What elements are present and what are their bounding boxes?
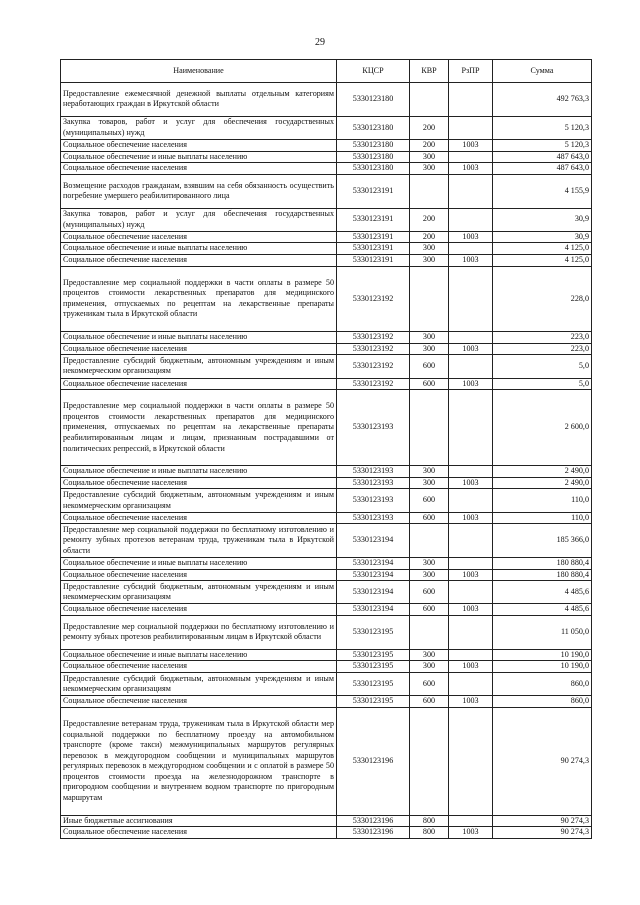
row-kcsr-cell: 5330123195 <box>337 696 410 708</box>
table-row <box>61 355 592 378</box>
row-sum-cell: 5,0 <box>493 378 592 390</box>
table-row <box>61 243 592 255</box>
row-name-cell: Предоставление мер социальной поддержки по бесплатному изготовлению и ремонту зубных протезов реабилитированным лицам в Иркутской области <box>61 616 337 650</box>
row-name-cell: Предоставление субсидий бюджетным, автономным учреждениям и иным некоммерческим организациям <box>61 673 337 696</box>
row-kvr-cell: 300 <box>410 151 449 163</box>
row-sum-cell: 223,0 <box>493 343 592 355</box>
table-row <box>61 174 592 208</box>
table-row <box>61 707 592 815</box>
row-rzpr-cell: 1003 <box>449 827 493 839</box>
row-kvr-cell: 800 <box>410 815 449 827</box>
row-name-cell: Социальное обеспечение населения <box>61 139 337 151</box>
row-sum-cell: 4 155,9 <box>493 174 592 208</box>
table-row <box>61 378 592 390</box>
row-sum-cell: 5 120,3 <box>493 116 592 139</box>
row-kcsr-cell: 5330123193 <box>337 390 410 466</box>
row-rzpr-cell: 1003 <box>449 477 493 489</box>
row-kcsr-cell: 5330123193 <box>337 466 410 478</box>
row-sum-cell: 860,0 <box>493 673 592 696</box>
row-name-cell: Социальное обеспечение и иные выплаты населению <box>61 243 337 255</box>
table-row <box>61 208 592 231</box>
table-body <box>61 83 592 839</box>
row-name-cell: Социальное обеспечение и иные выплаты населению <box>61 558 337 570</box>
row-rzpr-cell <box>449 649 493 661</box>
row-sum-cell: 223,0 <box>493 332 592 344</box>
row-name-cell: Социальное обеспечение населения <box>61 512 337 524</box>
row-rzpr-cell: 1003 <box>449 163 493 175</box>
table-row <box>61 343 592 355</box>
row-rzpr-cell <box>449 489 493 512</box>
header-rzpr: РзПР <box>449 60 493 83</box>
row-kcsr-cell: 5330123191 <box>337 254 410 266</box>
row-name-cell: Социальное обеспечение населения <box>61 343 337 355</box>
row-name-cell: Социальное обеспечение населения <box>61 827 337 839</box>
table-row <box>61 524 592 558</box>
row-name-cell: Возмещение расходов гражданам, взявшим на себя обязанность осуществить погребение умершего реабилитированного лица <box>61 174 337 208</box>
row-name-cell: Социальное обеспечение населения <box>61 477 337 489</box>
row-kvr-cell: 200 <box>410 139 449 151</box>
row-name-cell: Социальное обеспечение и иные выплаты населению <box>61 332 337 344</box>
row-kvr-cell: 200 <box>410 208 449 231</box>
row-name-cell: Иные бюджетные ассигнования <box>61 815 337 827</box>
table-row <box>61 512 592 524</box>
row-name-cell: Социальное обеспечение и иные выплаты населению <box>61 649 337 661</box>
header-kcsr: КЦСР <box>337 60 410 83</box>
row-kcsr-cell: 5330123194 <box>337 569 410 581</box>
table-row <box>61 489 592 512</box>
row-kcsr-cell: 5330123194 <box>337 524 410 558</box>
row-name-cell: Социальное обеспечение и иные выплаты населению <box>61 466 337 478</box>
row-kvr-cell <box>410 524 449 558</box>
row-kcsr-cell: 5330123196 <box>337 707 410 815</box>
row-kvr-cell: 300 <box>410 558 449 570</box>
row-rzpr-cell <box>449 558 493 570</box>
budget-table <box>60 59 592 839</box>
row-sum-cell: 492 763,3 <box>493 83 592 117</box>
row-name-cell: Предоставление субсидий бюджетным, автономным учреждениям и иным некоммерческим организациям <box>61 355 337 378</box>
row-name-cell: Социальное обеспечение населения <box>61 231 337 243</box>
row-kvr-cell: 600 <box>410 581 449 604</box>
row-sum-cell: 860,0 <box>493 696 592 708</box>
row-kvr-cell: 300 <box>410 649 449 661</box>
page-number: 29 <box>315 37 325 48</box>
row-kvr-cell: 300 <box>410 661 449 673</box>
table-row <box>61 673 592 696</box>
row-kcsr-cell: 5330123195 <box>337 616 410 650</box>
row-kvr-cell: 600 <box>410 512 449 524</box>
row-kvr-cell: 600 <box>410 673 449 696</box>
row-sum-cell: 30,9 <box>493 231 592 243</box>
row-kcsr-cell: 5330123180 <box>337 83 410 117</box>
row-name-cell: Закупка товаров, работ и услуг для обеспечения государственных (муниципальных) нужд <box>61 208 337 231</box>
row-rzpr-cell: 1003 <box>449 378 493 390</box>
row-kvr-cell: 300 <box>410 163 449 175</box>
row-name-cell: Социальное обеспечение населения <box>61 604 337 616</box>
row-kcsr-cell: 5330123180 <box>337 139 410 151</box>
row-rzpr-cell <box>449 673 493 696</box>
row-name-cell: Социальное обеспечение населения <box>61 569 337 581</box>
row-sum-cell: 2 600,0 <box>493 390 592 466</box>
row-rzpr-cell: 1003 <box>449 696 493 708</box>
row-rzpr-cell <box>449 266 493 332</box>
row-rzpr-cell: 1003 <box>449 139 493 151</box>
row-kcsr-cell: 5330123191 <box>337 174 410 208</box>
table-row <box>61 661 592 673</box>
row-kcsr-cell: 5330123195 <box>337 673 410 696</box>
row-kvr-cell: 300 <box>410 254 449 266</box>
row-kcsr-cell: 5330123191 <box>337 231 410 243</box>
table-row <box>61 390 592 466</box>
row-sum-cell: 4 125,0 <box>493 243 592 255</box>
row-rzpr-cell <box>449 174 493 208</box>
row-kvr-cell: 600 <box>410 696 449 708</box>
table-row <box>61 83 592 117</box>
table-row <box>61 332 592 344</box>
row-rzpr-cell: 1003 <box>449 231 493 243</box>
row-rzpr-cell: 1003 <box>449 661 493 673</box>
row-kvr-cell: 300 <box>410 477 449 489</box>
row-sum-cell: 10 190,0 <box>493 649 592 661</box>
row-kvr-cell <box>410 616 449 650</box>
row-kvr-cell <box>410 707 449 815</box>
row-rzpr-cell <box>449 243 493 255</box>
row-sum-cell: 90 274,3 <box>493 827 592 839</box>
row-sum-cell: 4 125,0 <box>493 254 592 266</box>
row-kcsr-cell: 5330123196 <box>337 815 410 827</box>
row-kvr-cell: 600 <box>410 355 449 378</box>
row-name-cell: Социальное обеспечение и иные выплаты населению <box>61 151 337 163</box>
row-kvr-cell: 300 <box>410 332 449 344</box>
row-rzpr-cell: 1003 <box>449 604 493 616</box>
row-rzpr-cell <box>449 581 493 604</box>
row-kcsr-cell: 5330123195 <box>337 661 410 673</box>
row-rzpr-cell <box>449 208 493 231</box>
table-row <box>61 827 592 839</box>
row-name-cell: Социальное обеспечение населения <box>61 163 337 175</box>
row-kcsr-cell: 5330123192 <box>337 343 410 355</box>
row-name-cell: Предоставление мер социальной поддержки в части оплаты в размере 50 процентов стоимости лекарственных препаратов для медицинского применения, отпускаемых по рецептам на лекарственные препараты труженикам тыла в Иркутской области <box>61 266 337 332</box>
row-sum-cell: 487 643,0 <box>493 163 592 175</box>
row-kvr-cell: 300 <box>410 466 449 478</box>
row-rzpr-cell <box>449 83 493 117</box>
row-name-cell: Социальное обеспечение населения <box>61 661 337 673</box>
table-row <box>61 477 592 489</box>
row-rzpr-cell <box>449 355 493 378</box>
row-sum-cell: 90 274,3 <box>493 707 592 815</box>
table-row <box>61 696 592 708</box>
row-name-cell: Предоставление субсидий бюджетным, автономным учреждениям и иным некоммерческим организациям <box>61 489 337 512</box>
row-sum-cell: 4 485,6 <box>493 581 592 604</box>
row-sum-cell: 110,0 <box>493 512 592 524</box>
table-row <box>61 139 592 151</box>
row-kcsr-cell: 5330123196 <box>337 827 410 839</box>
row-kcsr-cell: 5330123194 <box>337 581 410 604</box>
row-name-cell: Предоставление ветеранам труда, труженикам тыла в Иркутской области мер социальной поддержки по бесплатному проезду на автомобильном транспорте (кроме такси) межмуниципальных маршрутов регулярных перевозок в междугородном сообщении и муниципальных маршрутов регулярных перевозок в междугородном сообщении и с оплатой в размере 50 процентов стоимости проезда на железнодорожном транспорте в пригородном сообщении и внутреннем водном транспорте по пригородным маршрутам <box>61 707 337 815</box>
table-row <box>61 569 592 581</box>
row-kvr-cell: 300 <box>410 569 449 581</box>
row-name-cell: Социальное обеспечение населения <box>61 254 337 266</box>
row-sum-cell: 90 274,3 <box>493 815 592 827</box>
row-kvr-cell: 600 <box>410 604 449 616</box>
row-sum-cell: 5 120,3 <box>493 139 592 151</box>
row-sum-cell: 180 880,4 <box>493 558 592 570</box>
row-kvr-cell <box>410 266 449 332</box>
header-name: Наименование <box>61 60 337 83</box>
row-sum-cell: 185 366,0 <box>493 524 592 558</box>
row-sum-cell: 110,0 <box>493 489 592 512</box>
row-kcsr-cell: 5330123192 <box>337 378 410 390</box>
row-rzpr-cell: 1003 <box>449 569 493 581</box>
row-sum-cell: 4 485,6 <box>493 604 592 616</box>
row-name-cell: Предоставление субсидий бюджетным, автономным учреждениям и иным некоммерческим организациям <box>61 581 337 604</box>
table-row <box>61 604 592 616</box>
row-kvr-cell <box>410 174 449 208</box>
row-kcsr-cell: 5330123192 <box>337 332 410 344</box>
row-kvr-cell: 300 <box>410 343 449 355</box>
table-row <box>61 581 592 604</box>
row-kcsr-cell: 5330123193 <box>337 477 410 489</box>
row-sum-cell: 180 880,4 <box>493 569 592 581</box>
row-kvr-cell: 600 <box>410 489 449 512</box>
row-kcsr-cell: 5330123194 <box>337 558 410 570</box>
row-kvr-cell <box>410 83 449 117</box>
row-sum-cell: 2 490,0 <box>493 466 592 478</box>
row-name-cell: Предоставление ежемесячной денежной выплаты отдельным категориям неработающих граждан в Иркутской области <box>61 83 337 117</box>
row-kcsr-cell: 5330123193 <box>337 489 410 512</box>
row-sum-cell: 11 050,0 <box>493 616 592 650</box>
table-row <box>61 649 592 661</box>
row-kcsr-cell: 5330123191 <box>337 243 410 255</box>
row-kvr-cell: 300 <box>410 243 449 255</box>
table-row <box>61 616 592 650</box>
row-kvr-cell: 200 <box>410 116 449 139</box>
table-row <box>61 116 592 139</box>
row-kcsr-cell: 5330123192 <box>337 355 410 378</box>
row-rzpr-cell <box>449 332 493 344</box>
row-sum-cell: 5,0 <box>493 355 592 378</box>
row-kcsr-cell: 5330123195 <box>337 649 410 661</box>
table-row <box>61 151 592 163</box>
table-row <box>61 231 592 243</box>
row-rzpr-cell <box>449 815 493 827</box>
row-rzpr-cell: 1003 <box>449 254 493 266</box>
row-kcsr-cell: 5330123191 <box>337 208 410 231</box>
row-sum-cell: 30,9 <box>493 208 592 231</box>
row-name-cell: Предоставление мер социальной поддержки в части оплаты в размере 50 процентов стоимости лекарственных препаратов для медицинского применения, отпускаемых по рецептам на лекарственные препараты реабилитированным лицам и лицам, признанным пострадавшими от политических репрессий, в Иркутской области <box>61 390 337 466</box>
row-name-cell: Предоставление мер социальной поддержки по бесплатному изготовлению и ремонту зубных протезов ветеранам труда, труженикам тыла в Иркутской области <box>61 524 337 558</box>
row-kvr-cell <box>410 390 449 466</box>
table-row <box>61 254 592 266</box>
row-rzpr-cell <box>449 707 493 815</box>
header-sum: Сумма <box>493 60 592 83</box>
table-row <box>61 558 592 570</box>
row-rzpr-cell <box>449 616 493 650</box>
header-kvr: КВР <box>410 60 449 83</box>
row-rzpr-cell <box>449 390 493 466</box>
row-rzpr-cell <box>449 466 493 478</box>
row-name-cell: Закупка товаров, работ и услуг для обеспечения государственных (муниципальных) нужд <box>61 116 337 139</box>
row-sum-cell: 2 490,0 <box>493 477 592 489</box>
row-rzpr-cell: 1003 <box>449 512 493 524</box>
row-kcsr-cell: 5330123192 <box>337 266 410 332</box>
row-sum-cell: 487 643,0 <box>493 151 592 163</box>
row-sum-cell: 10 190,0 <box>493 661 592 673</box>
table-row <box>61 163 592 175</box>
table-header-row <box>61 60 592 83</box>
row-kcsr-cell: 5330123180 <box>337 151 410 163</box>
row-kvr-cell: 600 <box>410 378 449 390</box>
table-row <box>61 815 592 827</box>
row-kvr-cell: 200 <box>410 231 449 243</box>
row-rzpr-cell <box>449 151 493 163</box>
row-kcsr-cell: 5330123180 <box>337 163 410 175</box>
row-kcsr-cell: 5330123193 <box>337 512 410 524</box>
table-row <box>61 266 592 332</box>
row-kvr-cell: 800 <box>410 827 449 839</box>
row-rzpr-cell <box>449 116 493 139</box>
row-name-cell: Социальное обеспечение населения <box>61 378 337 390</box>
table-row <box>61 466 592 478</box>
row-kcsr-cell: 5330123194 <box>337 604 410 616</box>
row-name-cell: Социальное обеспечение населения <box>61 696 337 708</box>
row-sum-cell: 228,0 <box>493 266 592 332</box>
row-rzpr-cell: 1003 <box>449 343 493 355</box>
row-rzpr-cell <box>449 524 493 558</box>
row-kcsr-cell: 5330123180 <box>337 116 410 139</box>
